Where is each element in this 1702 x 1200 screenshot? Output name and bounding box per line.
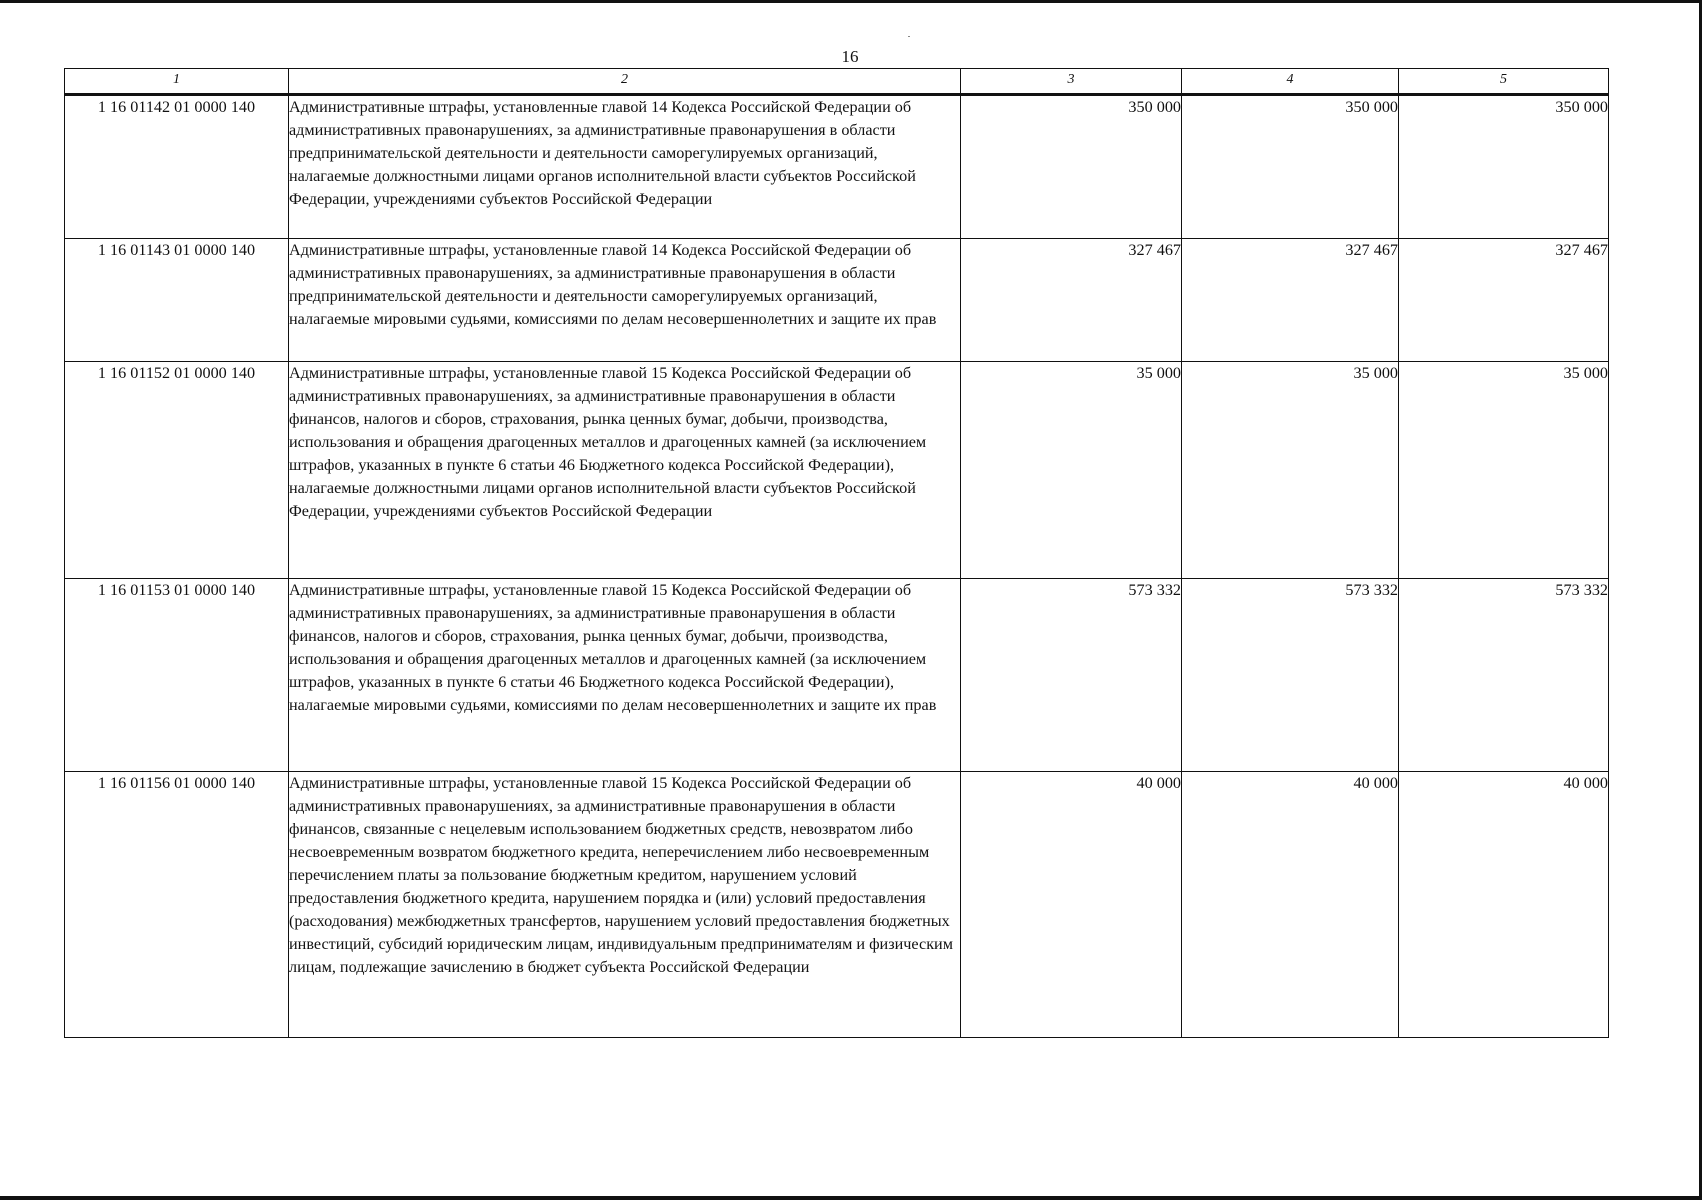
budget-code: 1 16 01152 01 0000 140 <box>65 362 289 579</box>
column-number-row <box>65 69 1609 95</box>
revenue-description: Административные штрафы, установленные главой 15 Кодекса Российской Федерации об административных правонарушениях, за административные правонарушения в области финансов, налогов и сборов, страхования, рынка ценных бумаг, добычи, производства, использования и обращения драгоценных металлов и драгоценных камней (за исключением штрафов, указанных в пункте 6 статьи 46 Бюджетного кодекса Российской Федерации), налагаемые мировыми судьями, комиссиями по делам несовершеннолетних и защите их прав <box>289 579 961 772</box>
amount-col4: 35 000 <box>1182 362 1399 579</box>
amount-col5: 350 000 <box>1399 95 1609 239</box>
revenue-description: Административные штрафы, установленные главой 15 Кодекса Российской Федерации об административных правонарушениях, за административные правонарушения в области финансов, налогов и сборов, страхования, рынка ценных бумаг, добычи, производства, использования и обращения драгоценных металлов и драгоценных камней (за исключением штрафов, указанных в пункте 6 статьи 46 Бюджетного кодекса Российской Федерации), налагаемые должностными лицами органов исполнительной власти субъектов Российской Федерации, учреждениями субъектов Российской Федерации <box>289 362 961 579</box>
amount-col5: 40 000 <box>1399 772 1609 1038</box>
amount-col4: 327 467 <box>1182 239 1399 362</box>
amount-col4: 350 000 <box>1182 95 1399 239</box>
budget-code: 1 16 01142 01 0000 140 <box>65 95 289 239</box>
column-number: 4 <box>1182 69 1399 95</box>
amount-col3: 350 000 <box>961 95 1182 239</box>
amount-col5: 35 000 <box>1399 362 1609 579</box>
revenue-description: Административные штрафы, установленные главой 15 Кодекса Российской Федерации об административных правонарушениях, за административные правонарушения в области финансов, связанные с нецелевым использованием бюджетных средств, невозвратом либо несвоевременным возвратом бюджетного кредита, неперечислением либо несвоевременным перечислением платы за пользование бюджетным кредитом, нарушением условий предоставления бюджетного кредита, нарушением порядка и (или) условий предоставления (расходования) межбюджетных трансфертов, нарушением условий предоставления бюджетных инвестиций, субсидий юридическим лицам, индивидуальным предпринимателям и физическим лицам, подлежащие зачислению в бюджет субъекта Российской Федерации <box>289 772 961 1038</box>
amount-col5: 327 467 <box>1399 239 1609 362</box>
budget-code: 1 16 01143 01 0000 140 <box>65 239 289 362</box>
amount-col3: 40 000 <box>961 772 1182 1038</box>
scan-speck <box>908 36 910 37</box>
column-number: 2 <box>289 69 961 95</box>
scan-border-bottom <box>0 1196 1702 1200</box>
table-row <box>65 239 1609 362</box>
column-number: 1 <box>65 69 289 95</box>
scan-border-top <box>0 0 1702 3</box>
table-row <box>65 95 1609 239</box>
table-row <box>65 772 1609 1038</box>
column-number: 3 <box>961 69 1182 95</box>
amount-col4: 573 332 <box>1182 579 1399 772</box>
amount-col3: 573 332 <box>961 579 1182 772</box>
budget-code: 1 16 01156 01 0000 140 <box>65 772 289 1038</box>
budget-code: 1 16 01153 01 0000 140 <box>65 579 289 772</box>
revenue-table <box>64 68 1609 1038</box>
revenue-description: Административные штрафы, установленные главой 14 Кодекса Российской Федерации об административных правонарушениях, за административные правонарушения в области предпринимательской деятельности и деятельности саморегулируемых организаций, налагаемые должностными лицами органов исполнительной власти субъектов Российской Федерации, учреждениями субъектов Российской Федерации <box>289 95 961 239</box>
amount-col4: 40 000 <box>1182 772 1399 1038</box>
amount-col3: 35 000 <box>961 362 1182 579</box>
amount-col5: 573 332 <box>1399 579 1609 772</box>
revenue-description: Административные штрафы, установленные главой 14 Кодекса Российской Федерации об административных правонарушениях, за административные правонарушения в области предпринимательской деятельности и деятельности саморегулируемых организаций, налагаемые мировыми судьями, комиссиями по делам несовершеннолетних и защите их прав <box>289 239 961 362</box>
column-number: 5 <box>1399 69 1609 95</box>
amount-col3: 327 467 <box>961 239 1182 362</box>
page-number: 16 <box>841 47 859 66</box>
table-row <box>65 362 1609 579</box>
table-row <box>65 579 1609 772</box>
